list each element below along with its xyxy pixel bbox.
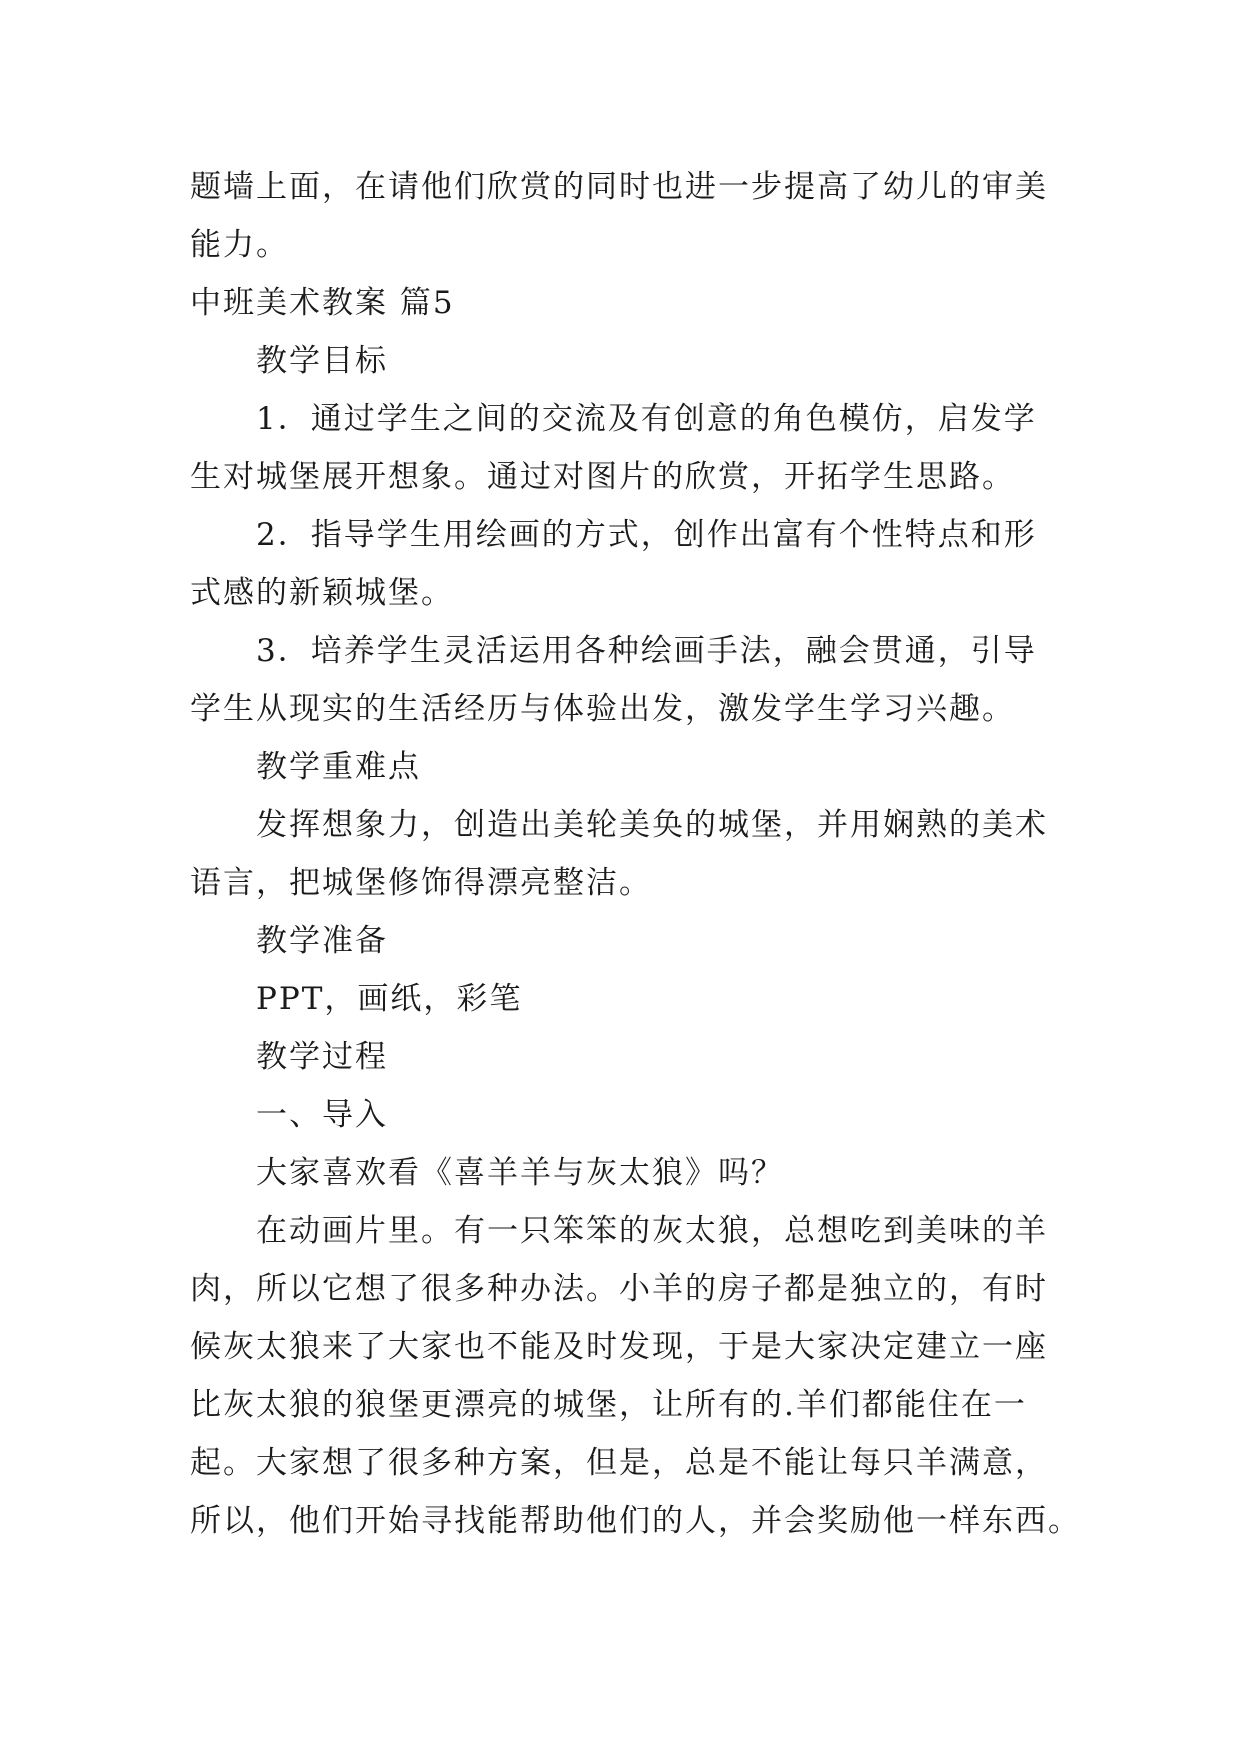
goal-item-1: 1．通过学生之间的交流及有创意的角色模仿，启发学	[256, 401, 1037, 437]
introduction-question: 大家喜欢看《喜羊羊与灰太狼》吗？	[256, 1155, 784, 1191]
goal-item-3: 3．培养学生灵活运用各种绘画手法，融会贯通，引导	[256, 633, 1037, 669]
subheading-introduction: 一、导入	[256, 1097, 388, 1133]
section-title: 中班美术教案 篇5	[190, 285, 455, 321]
preparation-text: PPT，画纸，彩笔	[256, 981, 523, 1017]
document-body	[190, 158, 1081, 1550]
story-paragraph-line: 比灰太狼的狼堡更漂亮的城堡，让所有的.羊们都能住在一	[190, 1387, 1027, 1423]
story-paragraph-line: 候灰太狼来了大家也不能及时发现，于是大家决定建立一座	[190, 1329, 1048, 1365]
goal-item-2: 2．指导学生用绘画的方式，创作出富有个性特点和形	[256, 517, 1037, 553]
key-points-text: 发挥想象力，创造出美轮美奂的城堡，并用娴熟的美术	[256, 807, 1048, 843]
key-points-text-continued: 语言，把城堡修饰得漂亮整洁。	[190, 865, 652, 901]
story-paragraph-line: 肉，所以它想了很多种办法。小羊的房子都是独立的，有时	[190, 1271, 1048, 1307]
story-paragraph-line: 所以，他们开始寻找能帮助他们的人，并会奖励他一样东西。	[190, 1503, 1081, 1539]
story-paragraph-line: 在动画片里。有一只笨笨的灰太狼，总想吃到美味的羊	[256, 1213, 1048, 1249]
paragraph-continuation-line: 题墙上面，在请他们欣赏的同时也进一步提高了幼儿的审美	[190, 169, 1048, 205]
goal-item-2-continued: 式感的新颖城堡。	[190, 575, 454, 611]
goal-item-3-continued: 学生从现实的生活经历与体验出发，激发学生学习兴趣。	[190, 691, 1015, 727]
heading-key-points: 教学重难点	[256, 749, 421, 785]
paragraph-continuation-line: 能力。	[190, 227, 289, 263]
story-paragraph-line: 起。大家想了很多种方案，但是，总是不能让每只羊满意，	[190, 1445, 1048, 1481]
heading-preparation: 教学准备	[256, 923, 388, 959]
heading-teaching-goals: 教学目标	[256, 343, 388, 379]
goal-item-1-continued: 生对城堡展开想象。通过对图片的欣赏，开拓学生思路。	[190, 459, 1015, 495]
heading-process: 教学过程	[256, 1039, 388, 1075]
